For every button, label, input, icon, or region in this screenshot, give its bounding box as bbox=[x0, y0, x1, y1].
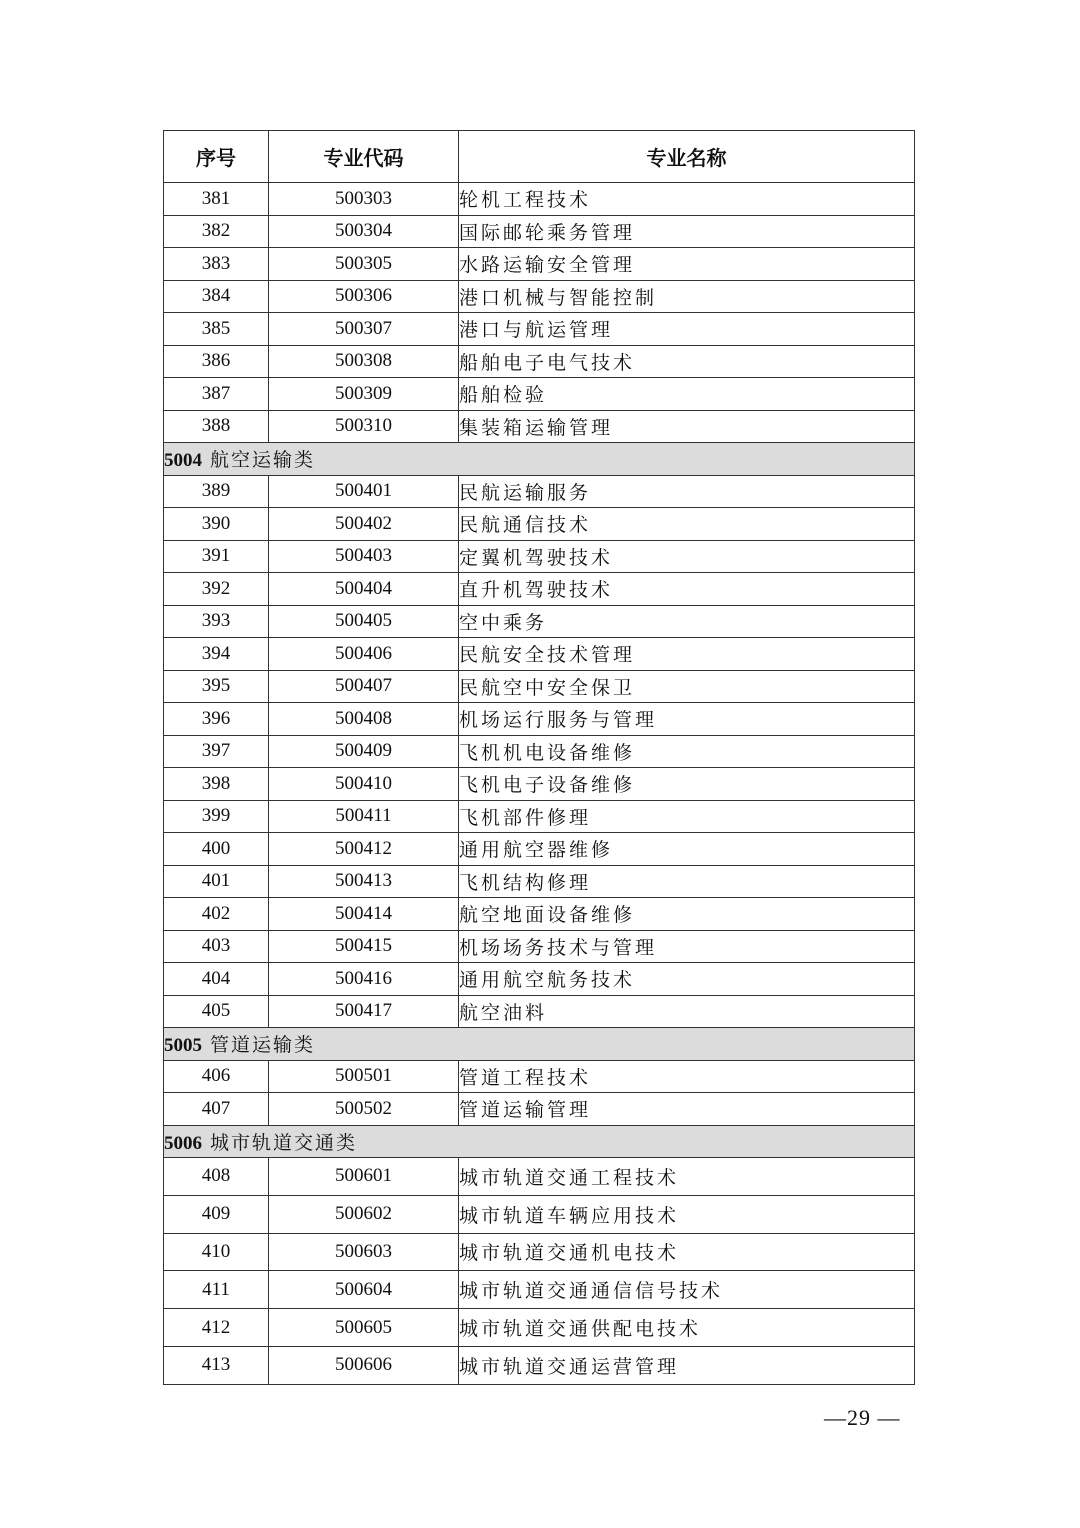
code-cell: 500502 bbox=[269, 1093, 459, 1126]
category-label bbox=[164, 1028, 915, 1061]
name-cell: 港口与航运管理 bbox=[459, 313, 915, 346]
serial-cell: 407 bbox=[164, 1093, 269, 1126]
name-cell: 飞机结构修理 bbox=[459, 865, 915, 898]
serial-cell: 397 bbox=[164, 735, 269, 768]
name-cell: 管道工程技术 bbox=[459, 1060, 915, 1093]
table-row bbox=[164, 410, 915, 443]
page-number: —29 — bbox=[824, 1405, 901, 1430]
code-cell: 500404 bbox=[269, 573, 459, 606]
code-cell: 500304 bbox=[269, 215, 459, 248]
serial-cell: 392 bbox=[164, 573, 269, 606]
name-cell: 航空地面设备维修 bbox=[459, 898, 915, 931]
code-cell: 500413 bbox=[269, 865, 459, 898]
serial-cell: 408 bbox=[164, 1158, 269, 1196]
code-cell: 500309 bbox=[269, 378, 459, 411]
table-row bbox=[164, 345, 915, 378]
serial-cell: 410 bbox=[164, 1233, 269, 1271]
category-label bbox=[164, 1125, 915, 1158]
table-row bbox=[164, 1195, 915, 1233]
category-title: 城市轨道交通类 bbox=[210, 1131, 358, 1154]
name-cell: 水路运输安全管理 bbox=[459, 248, 915, 281]
table-row bbox=[164, 215, 915, 248]
table-row bbox=[164, 1060, 915, 1093]
code-cell: 500308 bbox=[269, 345, 459, 378]
table-row bbox=[164, 475, 915, 508]
serial-cell: 395 bbox=[164, 670, 269, 703]
table-row bbox=[164, 313, 915, 346]
table-row bbox=[164, 930, 915, 963]
code-cell: 500604 bbox=[269, 1271, 459, 1309]
code-cell: 500303 bbox=[269, 183, 459, 216]
name-cell: 飞机机电设备维修 bbox=[459, 735, 915, 768]
name-cell: 城市轨道交通供配电技术 bbox=[459, 1309, 915, 1347]
name-cell: 民航运输服务 bbox=[459, 475, 915, 508]
name-cell: 城市轨道交通通信信号技术 bbox=[459, 1271, 915, 1309]
name-cell: 通用航空器维修 bbox=[459, 833, 915, 866]
serial-cell: 393 bbox=[164, 605, 269, 638]
name-cell: 管道运输管理 bbox=[459, 1093, 915, 1126]
category-label bbox=[164, 443, 915, 476]
serial-cell: 398 bbox=[164, 768, 269, 801]
category-code: 5006 bbox=[164, 1132, 202, 1154]
name-cell: 城市轨道交通工程技术 bbox=[459, 1158, 915, 1196]
table-row bbox=[164, 508, 915, 541]
code-cell: 500605 bbox=[269, 1309, 459, 1347]
name-cell: 定翼机驾驶技术 bbox=[459, 540, 915, 573]
name-cell: 直升机驾驶技术 bbox=[459, 573, 915, 606]
code-cell: 500606 bbox=[269, 1346, 459, 1384]
code-cell: 500412 bbox=[269, 833, 459, 866]
serial-cell: 413 bbox=[164, 1346, 269, 1384]
code-cell: 500405 bbox=[269, 605, 459, 638]
code-cell: 500306 bbox=[269, 280, 459, 313]
table-row bbox=[164, 833, 915, 866]
table-row bbox=[164, 963, 915, 996]
table-row bbox=[164, 1309, 915, 1347]
serial-cell: 391 bbox=[164, 540, 269, 573]
name-cell: 空中乘务 bbox=[459, 605, 915, 638]
name-cell: 国际邮轮乘务管理 bbox=[459, 215, 915, 248]
code-cell: 500415 bbox=[269, 930, 459, 963]
serial-cell: 381 bbox=[164, 183, 269, 216]
table-row bbox=[164, 703, 915, 736]
serial-cell: 405 bbox=[164, 995, 269, 1028]
serial-cell: 396 bbox=[164, 703, 269, 736]
table-row bbox=[164, 248, 915, 281]
name-cell: 飞机部件修理 bbox=[459, 800, 915, 833]
serial-cell: 390 bbox=[164, 508, 269, 541]
name-cell: 城市轨道交通机电技术 bbox=[459, 1233, 915, 1271]
name-cell: 民航空中安全保卫 bbox=[459, 670, 915, 703]
table-row bbox=[164, 378, 915, 411]
table-body bbox=[164, 183, 915, 1385]
header-major-code: 专业代码 bbox=[269, 131, 459, 183]
table-row bbox=[164, 768, 915, 801]
table-header-row bbox=[164, 131, 915, 183]
header-serial: 序号 bbox=[164, 131, 269, 183]
table-row bbox=[164, 280, 915, 313]
name-cell: 城市轨道交通运营管理 bbox=[459, 1346, 915, 1384]
name-cell: 集装箱运输管理 bbox=[459, 410, 915, 443]
name-cell: 船舶检验 bbox=[459, 378, 915, 411]
name-cell: 航空油料 bbox=[459, 995, 915, 1028]
category-row bbox=[164, 1028, 915, 1061]
serial-cell: 384 bbox=[164, 280, 269, 313]
table-row bbox=[164, 540, 915, 573]
code-cell: 500414 bbox=[269, 898, 459, 931]
code-cell: 500603 bbox=[269, 1233, 459, 1271]
table-row bbox=[164, 898, 915, 931]
name-cell: 民航安全技术管理 bbox=[459, 638, 915, 671]
name-cell: 城市轨道车辆应用技术 bbox=[459, 1195, 915, 1233]
category-code: 5005 bbox=[164, 1035, 202, 1057]
code-cell: 500409 bbox=[269, 735, 459, 768]
code-cell: 500416 bbox=[269, 963, 459, 996]
name-cell: 港口机械与智能控制 bbox=[459, 280, 915, 313]
table-row bbox=[164, 1158, 915, 1196]
serial-cell: 389 bbox=[164, 475, 269, 508]
table-row bbox=[164, 995, 915, 1028]
table-row bbox=[164, 800, 915, 833]
table-row bbox=[164, 670, 915, 703]
code-cell: 500406 bbox=[269, 638, 459, 671]
serial-cell: 399 bbox=[164, 800, 269, 833]
code-cell: 500402 bbox=[269, 508, 459, 541]
serial-cell: 383 bbox=[164, 248, 269, 281]
code-cell: 500602 bbox=[269, 1195, 459, 1233]
code-cell: 500305 bbox=[269, 248, 459, 281]
name-cell: 飞机电子设备维修 bbox=[459, 768, 915, 801]
table-row bbox=[164, 1233, 915, 1271]
serial-cell: 411 bbox=[164, 1271, 269, 1309]
table-row bbox=[164, 865, 915, 898]
name-cell: 民航通信技术 bbox=[459, 508, 915, 541]
serial-cell: 409 bbox=[164, 1195, 269, 1233]
majors-table bbox=[163, 130, 915, 1385]
code-cell: 500501 bbox=[269, 1060, 459, 1093]
serial-cell: 401 bbox=[164, 865, 269, 898]
serial-cell: 404 bbox=[164, 963, 269, 996]
table-row bbox=[164, 183, 915, 216]
code-cell: 500417 bbox=[269, 995, 459, 1028]
name-cell: 机场运行服务与管理 bbox=[459, 703, 915, 736]
serial-cell: 403 bbox=[164, 930, 269, 963]
table-row bbox=[164, 735, 915, 768]
category-row bbox=[164, 1125, 915, 1158]
header-major-name: 专业名称 bbox=[459, 131, 915, 183]
serial-cell: 382 bbox=[164, 215, 269, 248]
code-cell: 500307 bbox=[269, 313, 459, 346]
serial-cell: 385 bbox=[164, 313, 269, 346]
serial-cell: 386 bbox=[164, 345, 269, 378]
name-cell: 通用航空航务技术 bbox=[459, 963, 915, 996]
name-cell: 船舶电子电气技术 bbox=[459, 345, 915, 378]
table-row bbox=[164, 638, 915, 671]
code-cell: 500410 bbox=[269, 768, 459, 801]
serial-cell: 394 bbox=[164, 638, 269, 671]
table-row bbox=[164, 573, 915, 606]
serial-cell: 400 bbox=[164, 833, 269, 866]
category-title: 管道运输类 bbox=[210, 1034, 316, 1057]
code-cell: 500408 bbox=[269, 703, 459, 736]
category-title: 航空运输类 bbox=[210, 449, 316, 472]
name-cell: 机场场务技术与管理 bbox=[459, 930, 915, 963]
serial-cell: 387 bbox=[164, 378, 269, 411]
table-row bbox=[164, 1093, 915, 1126]
table-row bbox=[164, 1271, 915, 1309]
code-cell: 500411 bbox=[269, 800, 459, 833]
serial-cell: 406 bbox=[164, 1060, 269, 1093]
table-row bbox=[164, 1346, 915, 1384]
code-cell: 500401 bbox=[269, 475, 459, 508]
code-cell: 500403 bbox=[269, 540, 459, 573]
serial-cell: 388 bbox=[164, 410, 269, 443]
category-code: 5004 bbox=[164, 450, 202, 472]
name-cell: 轮机工程技术 bbox=[459, 183, 915, 216]
code-cell: 500601 bbox=[269, 1158, 459, 1196]
code-cell: 500310 bbox=[269, 410, 459, 443]
code-cell: 500407 bbox=[269, 670, 459, 703]
category-row bbox=[164, 443, 915, 476]
serial-cell: 412 bbox=[164, 1309, 269, 1347]
serial-cell: 402 bbox=[164, 898, 269, 931]
table-row bbox=[164, 605, 915, 638]
